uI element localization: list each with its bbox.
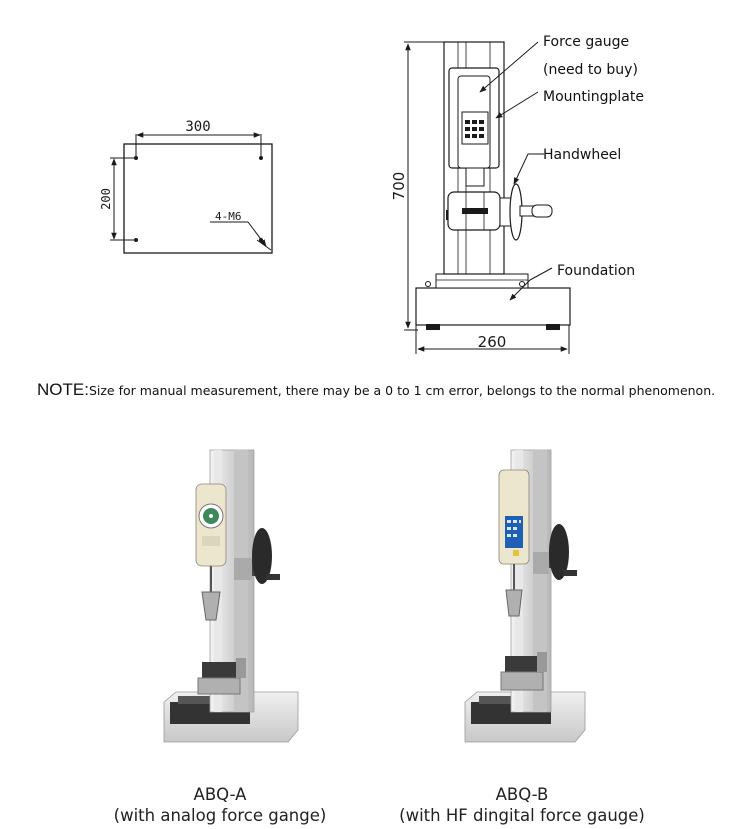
hole-label: 4-M6 [215, 210, 242, 223]
hole-leader [248, 222, 266, 246]
product-caption-abq-b [390, 784, 654, 826]
hole [259, 156, 263, 160]
product-description: (with HF dingital force gauge) [399, 806, 645, 825]
hole [134, 156, 138, 160]
height-label: 200 [99, 188, 113, 210]
width-label: 300 [185, 119, 211, 135]
product-photo-abq-a [150, 440, 310, 760]
product-description: (with analog force gange) [113, 806, 327, 825]
callout-force-gauge: Force gauge [543, 34, 630, 50]
stand-drawing [390, 34, 644, 354]
callout-mountingplate: Mountingplate [543, 89, 644, 105]
callout-foundation: Foundation [557, 263, 636, 279]
base [416, 288, 570, 325]
callout-handwheel: Handwheel [543, 147, 622, 163]
mounting-plate-drawing [99, 119, 272, 253]
product-caption-abq-a [100, 784, 340, 826]
plate-outline [124, 144, 272, 253]
measurement-note [37, 380, 737, 400]
product-model-label: ABQ-B [495, 785, 549, 804]
base-width-label: 260 [477, 333, 507, 351]
height-label: 700 [390, 171, 408, 201]
technical-drawing [0, 0, 750, 370]
note-text: Size for manual measurement, there may be a 0 to 1 cm error, belongs to the normal phenomenon. [88, 383, 716, 398]
product-photo-abq-b [455, 440, 615, 760]
callout-need-to-buy: (need to buy) [543, 62, 638, 78]
product-model-label: ABQ-A [193, 785, 247, 804]
hole [134, 238, 138, 242]
note-heading: NOTE: [37, 380, 89, 399]
